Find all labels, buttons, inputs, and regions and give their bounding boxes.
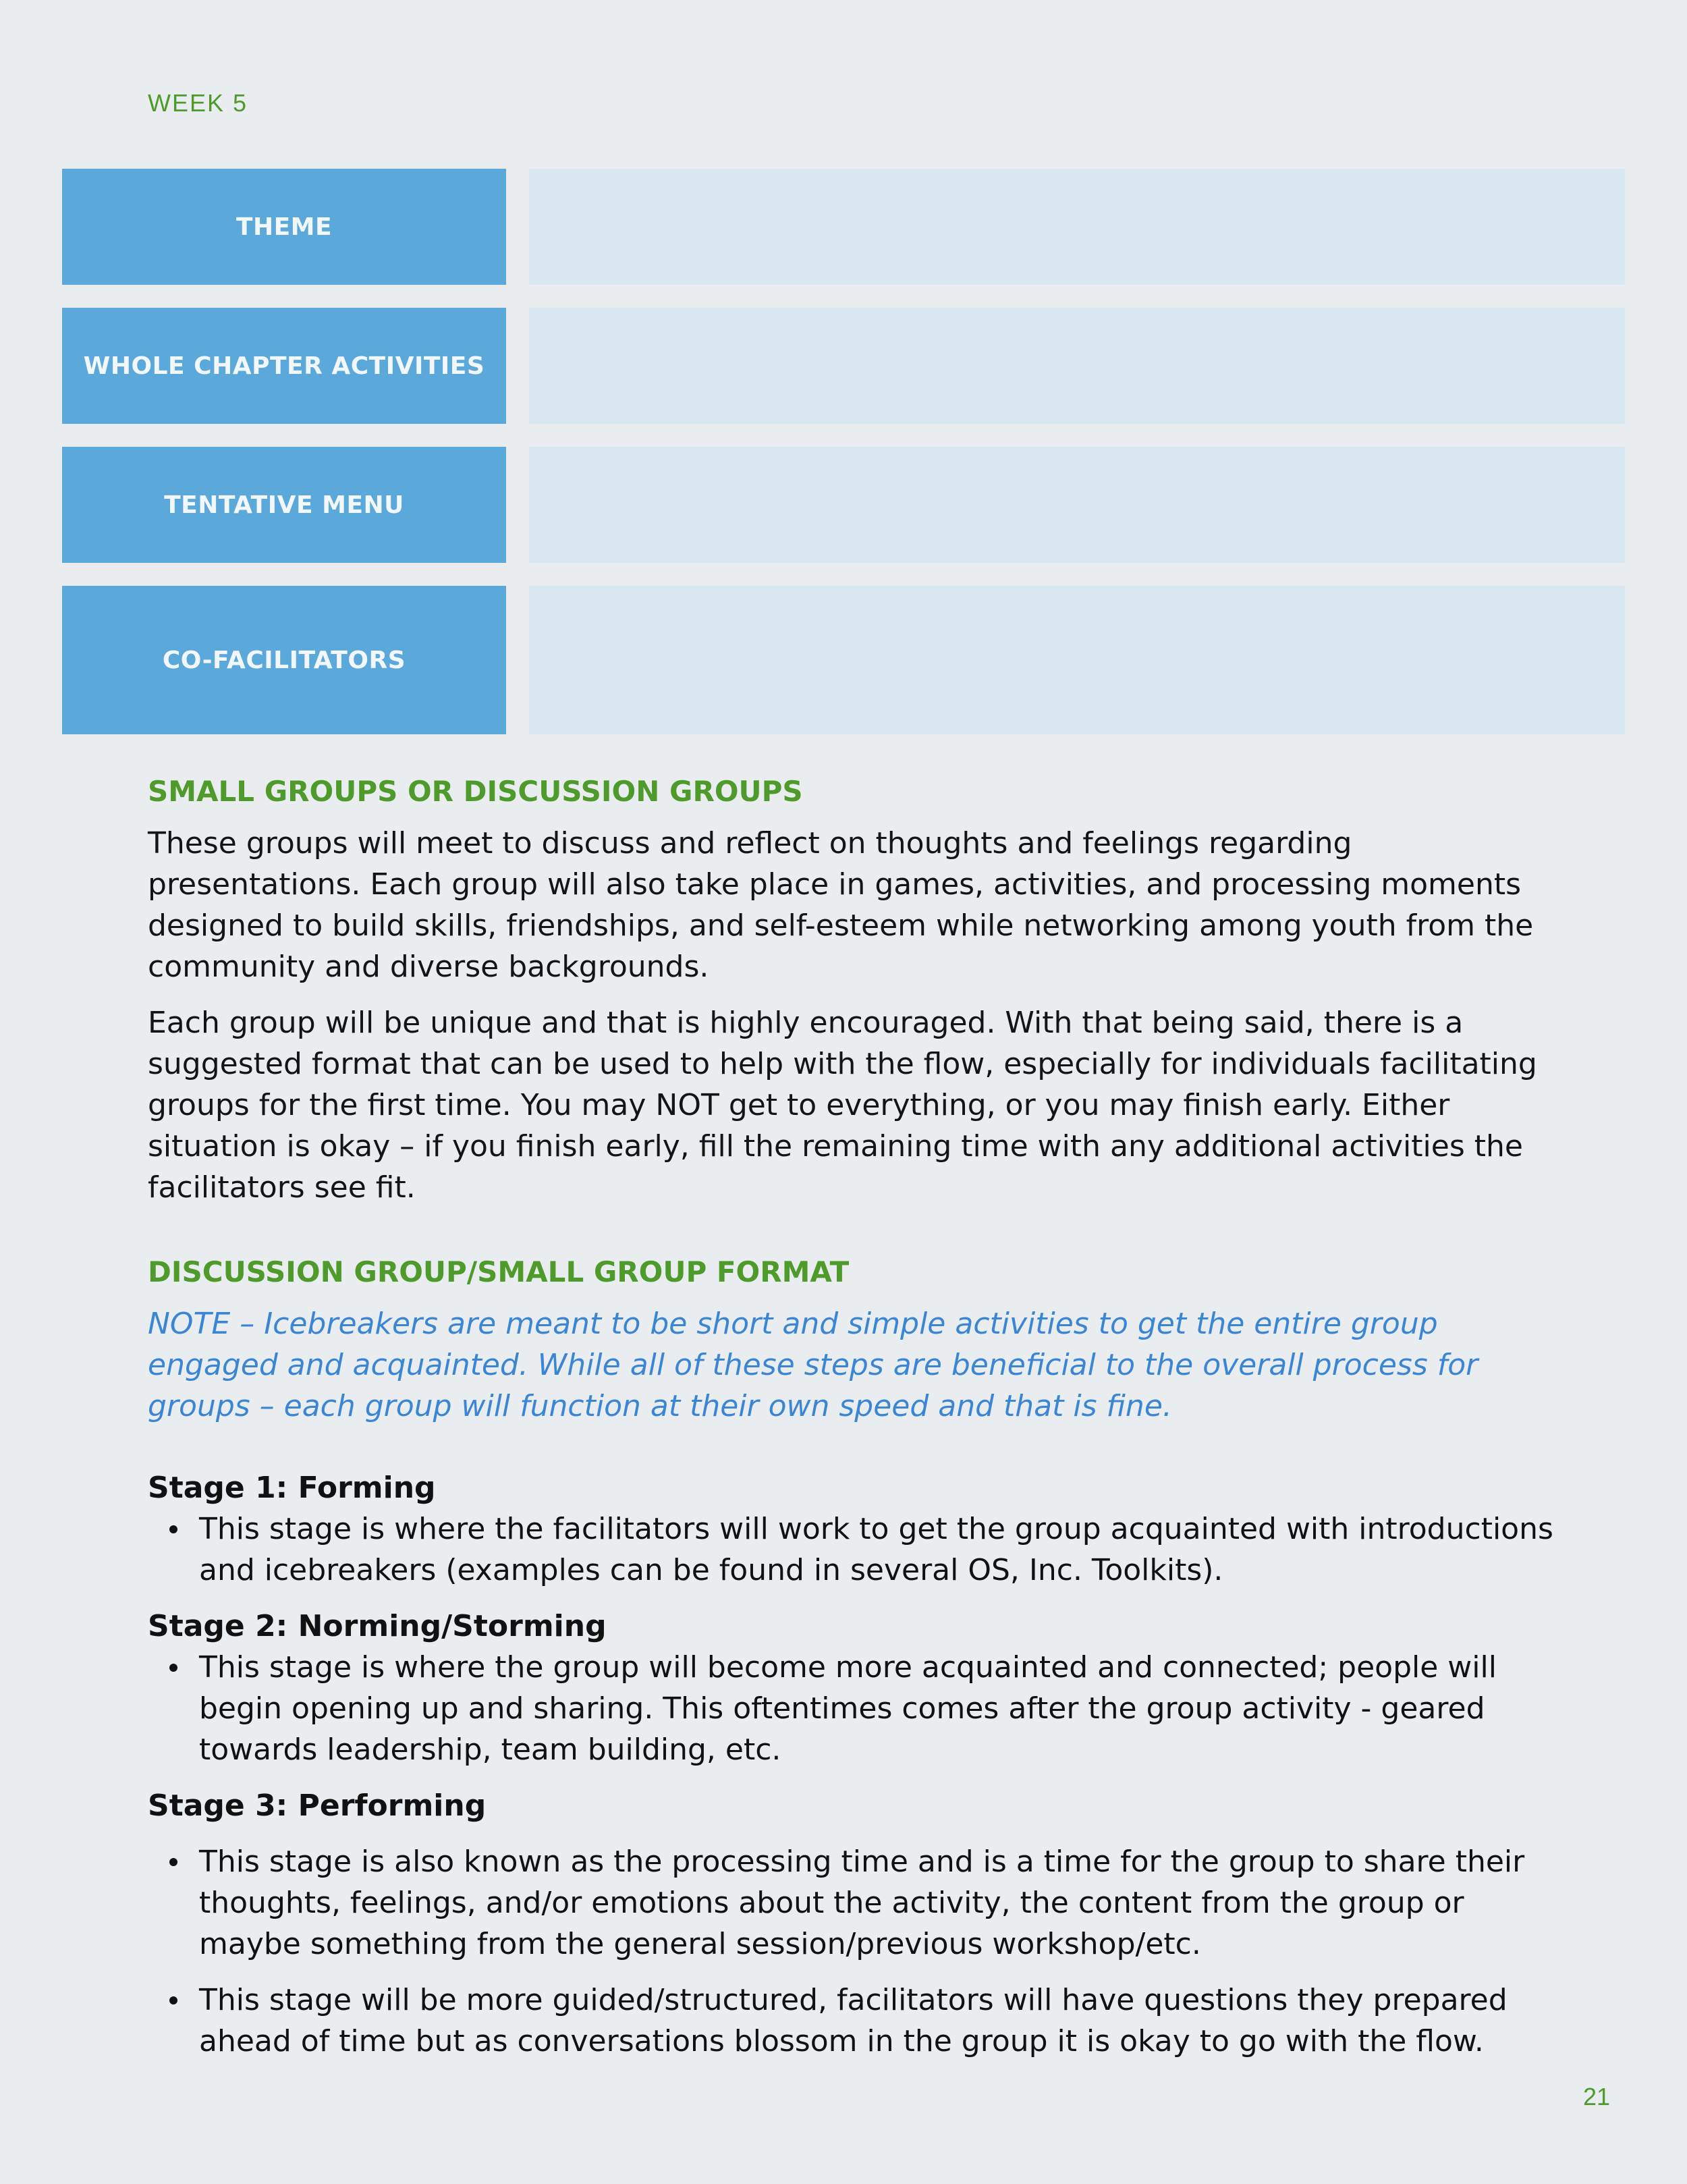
stage-2-list	[148, 1647, 1572, 1770]
small-groups-paragraph-1: These groups will meet to discuss and reflect on thoughts and feelings regarding presentations. Each group will also take place in games, activities, and processing moments designed to build skills, friendships, and self-esteem while networking among youth from the community and diverse backgrounds.	[148, 826, 1534, 984]
stage-1-bullet: This stage is where the facilitators will work to get the group acquainted with introductions and icebreakers (examples can be found in several OS, Inc. Toolkits).	[199, 1508, 1572, 1591]
weekly-plan-table	[62, 169, 1625, 757]
plan-row-theme	[62, 169, 1625, 285]
whole-chapter-activities-label: WHOLE CHAPTER ACTIVITIES	[62, 308, 506, 424]
week-label: WEEK 5	[148, 89, 248, 117]
co-facilitators-field[interactable]	[529, 586, 1625, 734]
format-note: NOTE – Icebreakers are meant to be short and simple activities to get the entire group engaged and acquainted. While all of these steps are beneficial to the overall process for groups – each group will function at their own speed and that is fine.	[148, 1307, 1478, 1423]
theme-label: THEME	[62, 169, 506, 285]
format-heading: DISCUSSION GROUP/SMALL GROUP FORMAT	[148, 1255, 850, 1288]
co-facilitators-label: CO-FACILITATORS	[62, 586, 506, 734]
stage-1-list	[148, 1508, 1572, 1591]
plan-row-whole-chapter-activities	[62, 308, 1625, 424]
stage-3-title: Stage 3: Performing	[148, 1789, 487, 1823]
whole-chapter-activities-field[interactable]	[529, 308, 1625, 424]
small-groups-heading: SMALL GROUPS OR DISCUSSION GROUPS	[148, 775, 803, 808]
main-content	[148, 775, 1572, 2077]
page-number: 21	[1583, 2083, 1611, 2110]
theme-field[interactable]	[529, 169, 1625, 285]
stage-3-bullet-2: This stage will be more guided/structured, facilitators will have questions they prepared ahead of time but as conversations blossom in the group it is okay to go with the flow.	[199, 1980, 1572, 2062]
stage-3-bullet-1: This stage is also known as the processing time and is a time for the group to share their thoughts, feelings, and/or emotions about the activity, the content from the group or maybe something from the general session/previous workshop/etc.	[199, 1841, 1572, 1965]
small-groups-paragraph-2: Each group will be unique and that is highly encouraged. With that being said, there is a suggested format that can be used to help with the flow, especially for individuals facilitating groups for the first time. You may NOT get to everything, or you may finish early. Either situation is okay – if you finish early, fill the remaining time with any additional activities the facilitators see fit.	[148, 1006, 1537, 1205]
plan-row-co-facilitators	[62, 586, 1625, 734]
plan-row-tentative-menu	[62, 447, 1625, 563]
stage-3-list	[148, 1841, 1572, 2062]
stage-2-bullet: This stage is where the group will become more acquainted and connected; people will begin opening up and sharing. This oftentimes comes after the group activity - geared towards leadership, team building, etc.	[199, 1647, 1572, 1770]
tentative-menu-field[interactable]	[529, 447, 1625, 563]
stage-1-title: Stage 1: Forming	[148, 1471, 436, 1505]
tentative-menu-label: TENTATIVE MENU	[62, 447, 506, 563]
stage-2-title: Stage 2: Norming/Storming	[148, 1609, 607, 1643]
